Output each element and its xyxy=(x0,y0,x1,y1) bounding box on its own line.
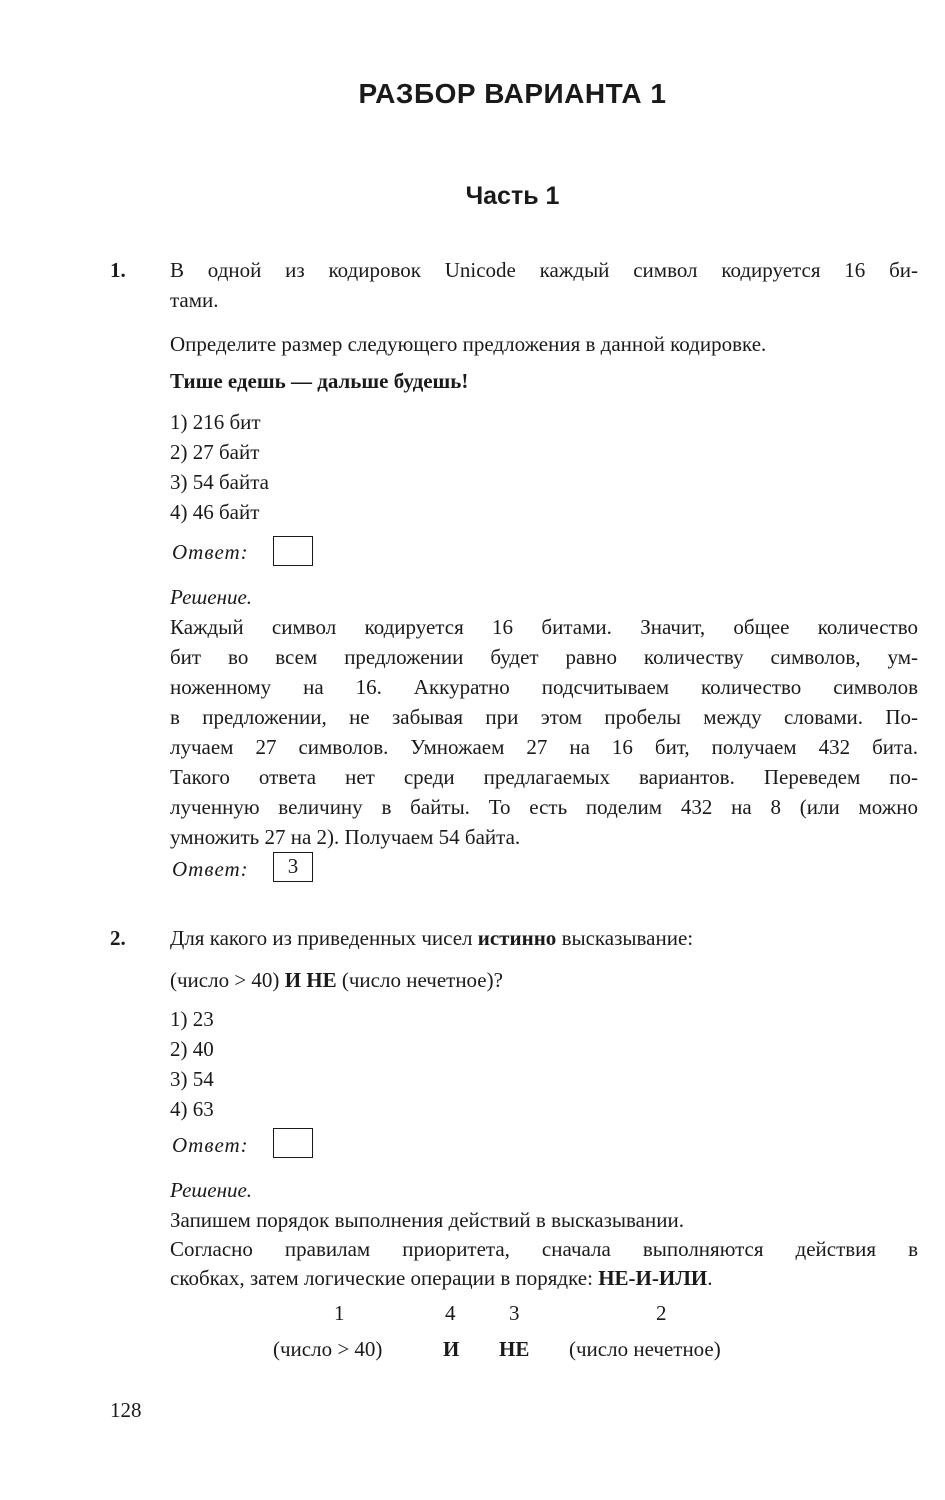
q1-solution-line: умножить 27 на 2). Получаем 54 байта. xyxy=(170,825,521,849)
order-term-3: НЕ xyxy=(499,1337,530,1361)
question-2-number: 2. xyxy=(110,926,126,950)
q1-option-4: 4) 46 байт xyxy=(170,500,260,524)
question-1-text-line1: В одной из кодировок Unicode каждый символ кодируется 16 би- xyxy=(170,258,918,282)
q2-solution-label: Решение. xyxy=(170,1178,253,1202)
page-title: РАЗБОР ВАРИАНТА 1 xyxy=(358,78,667,109)
q1-answer-box[interactable] xyxy=(273,536,313,566)
q2-solution-line1: Запишем порядок выполнения действий в высказывании. xyxy=(170,1208,684,1232)
order-number-2: 4 xyxy=(445,1301,456,1325)
q1-solution-label: Решение. xyxy=(170,585,253,609)
question-1-text-line2: тами. xyxy=(170,288,219,312)
q1-final-answer-box: 3 xyxy=(273,852,313,882)
order-term-1: (число > 40) xyxy=(273,1337,383,1361)
q2-answer-label: Ответ: xyxy=(172,1133,249,1157)
question-1-task: Определите размер следующего предложения в данной кодировке. xyxy=(170,332,767,356)
q2-option-1: 1) 23 xyxy=(170,1007,214,1031)
q2-answer-box[interactable] xyxy=(273,1128,313,1158)
q1-answer-label: Ответ: xyxy=(172,540,249,564)
q2-option-3: 3) 54 xyxy=(170,1067,214,1091)
q1-option-1: 1) 216 бит xyxy=(170,410,261,434)
q1-solution-line: Такого ответа нет среди предлагаемых вариантов. Переведем по- xyxy=(170,765,918,789)
page-number: 128 xyxy=(110,1398,142,1422)
q1-solution-line: бит во всем предложении будет равно количеству символов, ум- xyxy=(170,645,918,669)
q1-solution-line: Каждый символ кодируется 16 битами. Значит, общее количество xyxy=(170,615,918,639)
q2-solution-line2: Согласно правилам приоритета, сначала выполняются действия в xyxy=(170,1237,918,1261)
part-heading: Часть 1 xyxy=(465,182,560,210)
q1-solution-line: ноженному на 16. Аккуратно подсчитываем количество символов xyxy=(170,675,918,699)
q2-option-4: 4) 63 xyxy=(170,1097,214,1121)
q1-solution-line: лученную величину в байты. То есть поделим 432 на 8 (или можно xyxy=(170,795,918,819)
order-number-3: 3 xyxy=(509,1301,520,1325)
q2-option-2: 2) 40 xyxy=(170,1037,214,1061)
order-number-1: 1 xyxy=(334,1301,345,1325)
question-1-sentence: Тише едешь — дальше будешь! xyxy=(170,369,469,393)
q1-option-2: 2) 27 байт xyxy=(170,440,260,464)
order-number-4: 2 xyxy=(656,1301,667,1325)
order-term-4: (число нечетное) xyxy=(569,1337,721,1361)
q1-option-3: 3) 54 байта xyxy=(170,470,269,494)
question-2-expression: (число > 40) И НЕ (число нечетное)? xyxy=(170,968,503,992)
question-1-number: 1. xyxy=(110,258,126,282)
q1-solution-line: в предложении, не забывая при этом пробелы между словами. По- xyxy=(170,705,918,729)
order-term-2: И xyxy=(443,1337,460,1361)
q1-final-answer-label: Ответ: xyxy=(172,857,249,881)
q2-solution-line3: скобках, затем логические операции в порядке: НЕ-И-ИЛИ. xyxy=(170,1266,713,1290)
q1-solution-line: лучаем 27 символов. Умножаем 27 на 16 бит, получаем 432 бита. xyxy=(170,735,918,759)
question-2-text: Для какого из приведенных чисел истинно высказывание: xyxy=(170,926,694,950)
